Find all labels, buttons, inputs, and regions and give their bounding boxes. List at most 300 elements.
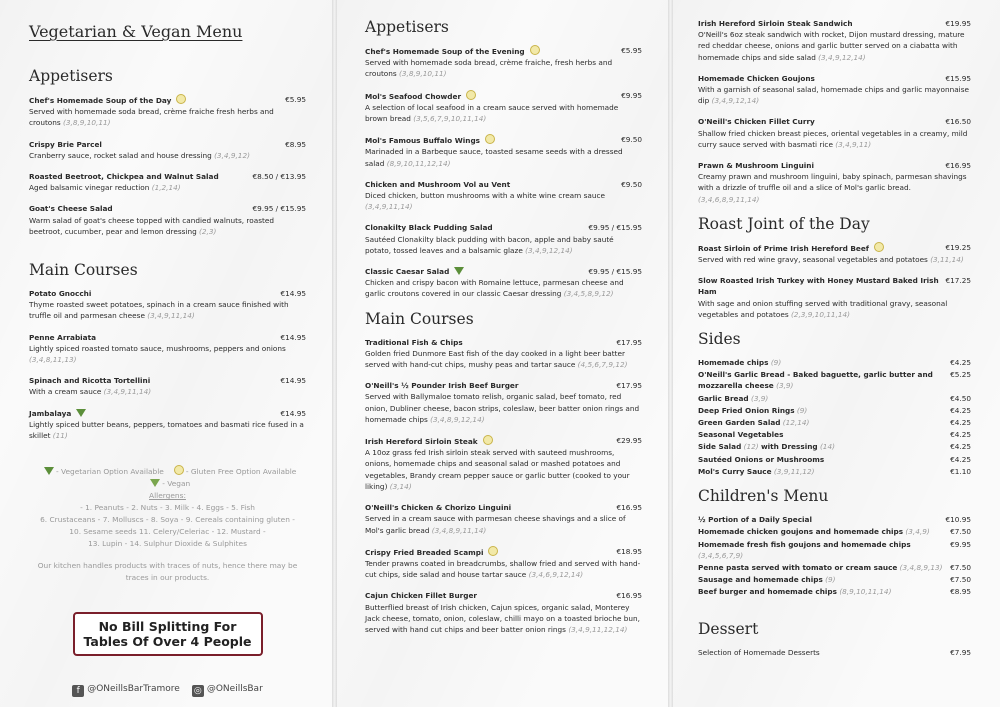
menu-item-header: [365, 90, 642, 102]
allergen-codes: (12,14): [782, 418, 810, 428]
item-price: €7.50: [950, 575, 971, 585]
menu-item-price: €14.95: [280, 332, 306, 342]
menu-item-title: [698, 73, 815, 84]
legend-veg: - Vegetarian Option Available: [55, 467, 164, 477]
menu-item-name: Homemade Chicken Goujons: [698, 73, 815, 83]
allergen-codes: (4,5,6,7,9,12): [577, 360, 628, 370]
menu-item-name: Roasted Beetroot, Chickpea and Walnut Salad: [29, 172, 219, 182]
allergen-codes: (3,4,5,8,9,12): [563, 289, 614, 299]
menu-item-title: [365, 435, 493, 447]
menu-item-title: [29, 171, 219, 182]
item-price: €7.50: [950, 527, 971, 537]
menu-item-header: [29, 94, 306, 106]
menu-item-header: [29, 171, 306, 182]
menu-item-description: O'Neill's 6oz steak sandwich with rocket, Dijon mustard dressing, mature red cheddar cheese, onions and garlic butter served on a ciabatta with homemade chips and side salad (3,4,9,12,14): [698, 30, 965, 62]
menu-item-price: €29.95: [616, 436, 642, 446]
item-name: Garlic Bread: [698, 393, 749, 403]
allergen-codes: (3,9,11,12): [773, 466, 815, 476]
menu-item-header: [29, 332, 306, 343]
compact-item-title: [698, 417, 809, 428]
gluten-free-icon: [466, 90, 476, 100]
allergen-codes: (3,4,9,11): [835, 139, 872, 149]
menu-item-name: Chef's Homemade Soup of the Evening: [365, 47, 525, 56]
menu-item-price: €16.95: [945, 161, 971, 171]
list-left-appetisers: [29, 94, 306, 237]
social-links: [29, 684, 306, 697]
menu-item-name: O'Neill's Chicken Fillet Curry: [698, 117, 815, 127]
menu-item-header: [365, 179, 642, 190]
allergen-codes: (3,4,9,12,14): [525, 245, 573, 255]
menu-item: [29, 171, 306, 193]
menu-item-description: Served with red wine gravy, seasonal vegetables and potatoes (3,11,14): [698, 255, 964, 265]
allergen-codes: (11): [52, 431, 68, 441]
dessert-price: €7.95: [950, 647, 971, 657]
menu-item-title: [365, 546, 498, 558]
menu-item-price: €17.95: [616, 337, 642, 347]
item-price: €4.25: [950, 442, 971, 452]
compact-item: [698, 369, 971, 391]
gluten-free-icon: [176, 94, 186, 104]
menu-item-price: €9.95 / €15.95: [588, 223, 642, 233]
gluten-free-icon: [488, 546, 498, 556]
section-heading-appetisers: Appetisers: [365, 18, 449, 36]
item-price: €4.25: [950, 430, 971, 440]
menu-item-header: [365, 337, 642, 348]
left-panel: [0, 0, 332, 707]
compact-item: [698, 357, 971, 368]
menu-item-description: Served with homemade soda bread, crème fraiche, fresh herbs and croutons (3,8,9,10,11): [365, 58, 613, 79]
menu-item: [698, 242, 971, 265]
section-heading-appetisers: Appetisers: [29, 67, 113, 85]
allergens-line: 10. Sesame seeds 11. Celery/Celeriac - 12. Mustard -: [69, 527, 266, 537]
gluten-free-icon: [530, 45, 540, 55]
allergens-line: 13. Lupin - 14. Sulphur Dioxide & Sulphites: [88, 539, 247, 549]
menu-item-header: [365, 502, 642, 513]
item-price: €4.50: [950, 393, 971, 403]
menu-item-title: [29, 332, 96, 343]
menu-item-price: €5.95: [621, 46, 642, 55]
list-middle-appetisers: [365, 45, 642, 300]
compact-item: [698, 454, 971, 465]
menu-item-name: Classic Caesar Salad: [365, 267, 450, 277]
item-price: €5.25: [950, 370, 971, 380]
item-name: Homemade chicken goujons and homemade chips: [698, 527, 904, 537]
menu-item-header: [698, 116, 971, 127]
menu-item-name: Clonakilty Black Pudding Salad: [365, 223, 493, 233]
menu-item-name: Traditional Fish & Chips: [365, 337, 463, 347]
menu-item-description: Lightly spiced butter beans, peppers, tomatoes and basmati rice fused in a skillet (11): [29, 419, 304, 441]
menu-item-header: [365, 380, 642, 391]
menu-item-price: €8.50 / €13.95: [252, 172, 306, 182]
list-sides: [698, 357, 971, 477]
menu-item-price: €17.25: [945, 276, 971, 286]
menu-item: [29, 94, 306, 129]
allergen-codes: (3,4,6,9,12,14): [528, 570, 584, 580]
list-right-top: [698, 18, 971, 205]
menu-item-title: [365, 45, 540, 57]
vegetarian-icon: [44, 467, 54, 475]
menu-item-name: Mol's Famous Buffalo Wings: [365, 136, 481, 146]
allergen-codes: (3,4,5,6,7,9): [698, 550, 744, 560]
allergen-codes: (2,3): [199, 226, 217, 236]
allergen-codes: (3,4,8,9,13): [899, 562, 943, 572]
allergens-line: 6. Crustaceans - 7. Molluscs - 8. Soya - 9. Cereals containing gluten -: [40, 515, 295, 525]
legend: [29, 465, 306, 584]
menu-item-price: €5.95: [285, 95, 306, 104]
item-price: €4.25: [950, 405, 971, 415]
menu-item-title: [698, 116, 815, 127]
allergen-codes: (9): [770, 358, 782, 368]
menu-item-description: Lightly spiced roasted tomato sauce, mushrooms, peppers and onions (3,4,8,11,13): [29, 343, 286, 365]
compact-item-title: [698, 405, 807, 416]
compact-item: [698, 539, 971, 561]
dessert-name: Selection of Homemade Desserts: [698, 647, 820, 657]
dessert-item: [698, 647, 971, 658]
item-price: €8.95: [950, 587, 971, 597]
menu-item-name: Slow Roasted Irish Turkey with Honey Mustard Baked Irish Ham: [698, 276, 939, 297]
menu-item-name: Crispy Brie Parcel: [29, 139, 102, 149]
menu-item-description: Creamy prawn and mushroom linguini, baby spinach, parmesan shavings with a drizzle of truffle oil and a slice of Mol's garlic bread. (3,4,6,8,9,11,14): [698, 172, 967, 204]
allergen-codes: (3,9): [750, 393, 769, 403]
menu-item-description: Shallow fried chicken breast pieces, oriental vegetables in a creamy, mild curry sauce served with basmati rice (3,4,9,11): [698, 128, 968, 149]
allergen-codes: (3,11,14): [930, 255, 964, 265]
allergen-codes: (3,4,9,12): [214, 150, 250, 160]
menu-item-title: [365, 590, 477, 601]
allergen-codes: (3,4,9,12,14): [818, 52, 866, 62]
menu-item-name: Chef's Homemade Soup of the Day: [29, 96, 172, 105]
menu-item-header: [365, 222, 642, 233]
item-price: €1.10: [950, 466, 971, 476]
item-name: Mol's Curry Sauce: [698, 466, 772, 476]
allergen-codes: (2,3,9,10,11,14): [790, 309, 851, 319]
item-name: ½ Portion of a Daily Special: [698, 515, 812, 525]
section-heading-mains: Main Courses: [365, 309, 474, 328]
menu-item-header: [365, 590, 642, 601]
menu-item-title: [365, 134, 495, 146]
menu-item-price: €19.25: [945, 242, 971, 252]
item-price: €7.50: [950, 562, 971, 572]
compact-item: [698, 429, 971, 440]
item-price: €9.95: [950, 539, 971, 549]
item-price: €4.25: [950, 454, 971, 464]
menu-item-price: €8.95: [285, 139, 306, 149]
menu-item-name: Chicken and Mushroom Vol au Vent: [365, 179, 511, 189]
item-name: Homemade chips: [698, 358, 769, 368]
gluten-free-icon: [485, 134, 495, 144]
allergen-codes: (3,4,9,11,12,14): [568, 624, 628, 634]
allergen-codes: (3,4,9,11,14): [365, 202, 413, 212]
menu-item-title: [365, 179, 510, 190]
compact-item: [698, 562, 971, 573]
menu-item-price: €16.95: [616, 591, 642, 601]
vegetarian-icon: [76, 409, 86, 417]
list-children: [698, 514, 971, 597]
menu-item-price: €9.95 / €15.95: [588, 267, 642, 277]
section-heading-children: Children's Menu: [698, 487, 829, 506]
menu-item: [365, 45, 642, 80]
menu-item-header: [29, 203, 306, 214]
item-price: €4.25: [950, 418, 971, 428]
compact-item: [698, 514, 971, 525]
menu-item: [698, 73, 971, 107]
menu-item-description: Aged balsamic vinegar reduction (1,2,14): [29, 183, 181, 193]
gluten-free-icon: [174, 465, 184, 475]
vegan-icon: [150, 479, 160, 487]
item-name: Penne pasta served with tomato or cream sauce: [698, 562, 898, 572]
menu-item-description: Diced chicken, button mushrooms with a white wine cream sauce (3,4,9,11,14): [365, 191, 605, 212]
menu-item-price: €19.95: [945, 19, 971, 28]
list-left-mains: [29, 288, 306, 441]
allergen-codes: (8,9,10,11,12,14): [386, 158, 451, 168]
list-right-roast: [698, 242, 971, 320]
menu-title: Vegetarian & Vegan Menu: [29, 22, 243, 41]
menu-item-title: [365, 266, 464, 277]
menu-item: [365, 502, 642, 536]
compact-item-title: [698, 369, 944, 391]
allergen-codes: (3,4,9,12,14): [711, 96, 760, 106]
menu-item-header: [698, 160, 971, 171]
menu-item-name: Potato Gnocchi: [29, 289, 92, 299]
allergen-codes: (14): [819, 442, 835, 452]
menu-item-description: A selection of local seafood in a cream sauce served with homemade brown bread (3,5,6,7,9,10,11,14): [365, 102, 619, 124]
menu-item: [365, 179, 642, 213]
menu-item-price: €18.95: [616, 546, 642, 556]
compact-item-title: [698, 357, 781, 368]
menu-item-price: €14.95: [280, 289, 306, 299]
menu-item-price: €14.95: [280, 376, 306, 386]
menu-item: [365, 134, 642, 169]
menu-item: [365, 90, 642, 125]
item-name: Sautéed Onions or Mushrooms: [698, 454, 825, 464]
menu-item-title: [698, 242, 884, 254]
allergen-codes: (3,4,8,9,12,14): [430, 414, 485, 424]
menu-item-title: [365, 502, 511, 513]
menu-item-name: Mol's Seafood Chowder: [365, 91, 462, 101]
menu-item-name: Crispy Fried Breaded Scampi: [365, 547, 484, 557]
menu-item: [365, 337, 642, 371]
item-name-suffix: with Dressing: [760, 442, 818, 452]
right-panel: [673, 0, 1000, 707]
item-name: Seasonal Vegetables: [698, 430, 784, 440]
menu-item-price: €9.50: [621, 135, 642, 145]
menu-item-description: Warm salad of goat's cheese topped with candied walnuts, roasted beetroot, cucumber, pear and lemon dressing (2,3): [29, 215, 274, 236]
menu-item-description: Thyme roasted sweet potatoes, spinach in a cream sauce finished with truffle oil and parmesan cheese (3,4,9,11,14): [29, 300, 289, 321]
item-name: Deep Fried Onion Rings: [698, 405, 795, 415]
menu-item-description: With a cream sauce (3,4,9,11,14): [29, 387, 152, 397]
menu-item-name: Roast Sirloin of Prime Irish Hereford Beef: [698, 243, 869, 253]
menu-item-name: Jambalaya: [29, 408, 72, 418]
menu-item-header: [365, 435, 642, 447]
compact-item-title: [698, 441, 835, 452]
compact-item: [698, 393, 971, 404]
list-middle-mains: [365, 337, 642, 635]
menu-item-name: Penne Arrabiata: [29, 332, 97, 342]
compact-item-title: [698, 393, 768, 404]
menu-item-name: Irish Hereford Sirloin Steak: [365, 437, 478, 447]
menu-item-name: Goat's Cheese Salad: [29, 204, 113, 214]
menu-item-name: Prawn & Mushroom Linguini: [698, 161, 814, 171]
compact-item-title: [698, 454, 824, 465]
instagram-icon: ◎: [192, 685, 204, 697]
menu-item-description: Served with homemade soda bread, crème fraiche fresh herbs and croutons (3,8,9,10,11): [29, 107, 274, 128]
compact-item-title: [698, 574, 836, 585]
menu-item-header: [29, 288, 306, 299]
menu-item-header: [29, 139, 306, 150]
section-heading-roast: Roast Joint of the Day: [698, 214, 870, 233]
menu-item-description: Marinaded in a Barbeque sauce, toasted sesame seeds with a dressed salad (8,9,10,11,12,14): [365, 147, 623, 168]
allergen-codes: (3,4,9,11,14): [103, 387, 152, 397]
compact-item-title: [698, 466, 814, 477]
facebook-icon: f: [72, 685, 84, 697]
menu-item-price: €15.95: [945, 73, 971, 83]
menu-item-name: Irish Hereford Sirloin Steak Sandwich: [698, 19, 853, 28]
menu-item-description: Chicken and crispy bacon with Romaine lettuce, parmesan cheese and garlic croutons covered in our classic Caesar dressing (3,4,5,8,9,12): [365, 278, 624, 299]
allergen-codes: (3,4,8,11,13): [29, 355, 77, 365]
menu-item-name: Cajun Chicken Fillet Burger: [365, 591, 478, 601]
menu-item-header: [29, 375, 306, 386]
allergen-codes: (8,9,10,11,14): [839, 587, 892, 597]
section-heading-dessert: Dessert: [698, 619, 759, 638]
compact-item: [698, 417, 971, 428]
menu-item-title: [29, 375, 150, 386]
menu-item-price: €9.50: [621, 179, 642, 189]
notice-line: No Bill Splitting For: [98, 619, 237, 635]
allergen-codes: (9): [825, 575, 836, 585]
menu-item: [365, 590, 642, 635]
menu-item: [29, 203, 306, 237]
no-bill-splitting-notice: [73, 612, 263, 656]
compact-item: [698, 526, 971, 537]
menu-item-title: [698, 18, 853, 29]
allergen-codes: (3,5,6,7,9,10,11,14): [413, 114, 487, 124]
menu-item-name: O'Neill's ½ Pounder Irish Beef Burger: [365, 381, 519, 391]
legend-gf: - Gluten Free Option Available: [185, 467, 297, 477]
traces-note: Our kitchen handles products with traces of nuts, hence there may be traces in our products.: [37, 561, 298, 583]
menu-item: [29, 332, 306, 366]
compact-item: [698, 466, 971, 477]
menu-item-header: [698, 275, 971, 297]
compact-item-title: [698, 526, 930, 537]
menu-item: [698, 116, 971, 150]
allergen-codes: (9): [796, 405, 808, 415]
menu-item-title: [29, 288, 91, 299]
compact-item: [698, 405, 971, 416]
menu-item: [365, 222, 642, 256]
menu-item-name: Spinach and Ricotta Tortellini: [29, 376, 151, 386]
allergen-codes: (3,4,9): [905, 527, 930, 537]
menu-item-title: [698, 275, 939, 297]
compact-item-title: [698, 562, 943, 573]
menu-item: [365, 380, 642, 425]
allergen-codes: (3,4,6,8,9,11,14): [698, 194, 760, 204]
allergen-codes: (12): [743, 442, 759, 452]
allergens-heading: Allergens:: [149, 491, 186, 501]
menu-item-header: [365, 134, 642, 146]
compact-item-title: [698, 514, 812, 525]
item-price: €10.95: [945, 515, 971, 525]
menu-item-header: [698, 73, 971, 84]
menu-item: [365, 546, 642, 581]
section-heading-mains: Main Courses: [29, 261, 138, 280]
menu-item-description: With sage and onion stuffing served with traditional gravy, seasonal vegetables and potatoes (2,3,9,10,11,14): [698, 298, 948, 319]
allergens-line: - 1. Peanuts - 2. Nuts - 3. Milk - 4. Eggs - 5. Fish: [80, 503, 255, 513]
menu-item-header: [698, 18, 971, 29]
allergen-codes: (3,9): [776, 381, 794, 391]
menu-item: [698, 275, 971, 320]
menu-item-title: [365, 90, 476, 102]
menu-item: [29, 375, 306, 397]
item-name: Sausage and homemade chips: [698, 575, 823, 585]
menu-item-description: Cranberry sauce, rocket salad and house dressing (3,4,9,12): [29, 150, 250, 160]
menu-item-title: [698, 160, 814, 171]
item-name: Side Salad: [698, 442, 742, 452]
menu-item-price: €14.95: [280, 408, 306, 418]
compact-item: [698, 441, 971, 452]
menu-item: [698, 160, 971, 205]
allergen-codes: (3,4,8,9,11,14): [431, 525, 487, 535]
menu-item: [365, 435, 642, 492]
facebook-link[interactable]: f @ONeillsBarTramore: [72, 684, 180, 697]
allergen-codes: (3,4,9,11,14): [147, 311, 195, 321]
compact-item: [698, 574, 971, 585]
compact-item-title: [698, 539, 944, 561]
menu-item-price: €9.95: [621, 90, 642, 100]
menu-item: [365, 266, 642, 300]
menu-item-name: O'Neill's Chicken & Chorizo Linguini: [365, 503, 512, 513]
menu-item: [698, 18, 971, 63]
compact-item-title: [698, 429, 783, 440]
legend-vegan: - Vegan: [162, 479, 191, 489]
gluten-free-icon: [483, 435, 493, 445]
menu-item-description: Butterflied breast of Irish chicken, Cajun spices, organic salad, Monterey Jack cheese, tomato, onion, coleslaw, chilli mayo on a toasted brioche bun, served with hand cut chips and beer batter onion rings (3,4,9,11,12,14): [365, 602, 640, 634]
notice-line: Tables Of Over 4 People: [83, 634, 252, 650]
menu-item: [29, 139, 306, 161]
menu-item-title: [29, 408, 86, 419]
menu-item: [29, 288, 306, 322]
menu-item: [29, 408, 306, 442]
menu-item-description: Tender prawns coated in breadcrumbs, shallow fried and served with hand-cut chips, side salad and house tartar sauce (3,4,6,9,12,14): [365, 558, 641, 580]
menu-item-header: [365, 546, 642, 558]
menu-item-price: €9.95 / €15.95: [252, 204, 306, 214]
menu-item-title: [365, 222, 493, 233]
menu-item-title: [365, 337, 463, 348]
menu-item-header: [698, 242, 971, 254]
middle-panel: [337, 0, 668, 707]
item-name: Homemade fresh fish goujons and homemade chips: [698, 539, 911, 549]
compact-item-title: [698, 586, 891, 597]
menu-item-price: €17.95: [616, 381, 642, 391]
menu-item-header: [365, 45, 642, 57]
menu-item-header: [29, 408, 306, 419]
menu-item-title: [365, 380, 518, 391]
menu-item-description: With a garnish of seasonal salad, homemade chips and garlic mayonnaise dip (3,4,9,12,14): [698, 85, 969, 106]
allergen-codes: (3,14): [389, 481, 412, 491]
menu-item-price: €16.50: [945, 117, 971, 127]
item-name: Green Garden Salad: [698, 418, 781, 428]
menu-item-description: Sautéed Clonakilty black pudding with bacon, apple and baby sauté potato, tossed leaves and a balsamic glaze (3,4,9,12,14): [365, 234, 614, 255]
menu-item-price: €16.95: [616, 503, 642, 513]
menu-item-title: [29, 94, 186, 106]
menu-item-description: Served with Ballymaloe tomato relish, organic salad, beef tomato, red onion, Dubliner cheese, bacon strips, coleslaw, beer batter onion rings and homemade chips (3,4,8,9,12,14): [365, 392, 640, 424]
item-price: €4.25: [950, 358, 971, 368]
instagram-link[interactable]: ◎ @ONeillsBar: [192, 684, 263, 697]
menu-item-description: Served in a cream sauce with parmesan cheese shavings and a slice of Mol's garlic bread (3,4,8,9,11,14): [365, 514, 626, 535]
menu-item-title: [29, 139, 102, 150]
menu-item-description: Golden fried Dunmore East fish of the day cooked in a light beer batter served with hand-cut chips, mushy peas and tartar sauce (4,5,6,7,9,12): [365, 348, 628, 370]
allergen-codes: (3,8,9,10,11): [399, 69, 447, 79]
allergen-codes: (1,2,14): [151, 183, 181, 193]
vegetarian-icon: [454, 267, 464, 275]
